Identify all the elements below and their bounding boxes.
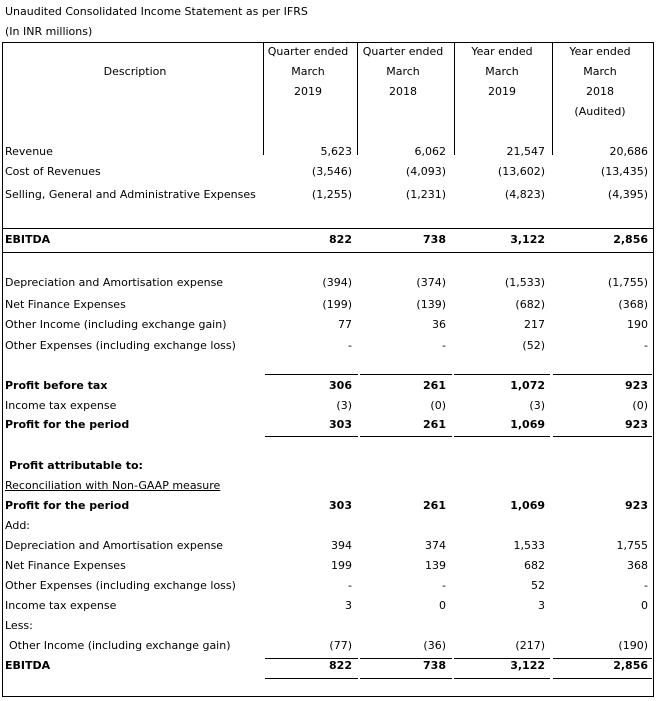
row-rule — [265, 436, 358, 437]
row-label: Profit for the period — [5, 499, 130, 512]
row-value-col3: 21,547 — [506, 145, 545, 158]
row-value-col4: 923 — [625, 418, 648, 431]
header-col2-line3: 2018 — [389, 85, 417, 98]
row-rule — [265, 678, 358, 679]
row-value-col2: (374) — [416, 276, 446, 289]
row-value-col3: 1,069 — [510, 418, 545, 431]
row-value-col1: 306 — [329, 379, 352, 392]
row-value-col1: - — [348, 339, 352, 352]
header-col2-line2: March — [386, 65, 420, 78]
row-value-col2: 6,062 — [414, 145, 446, 158]
row-value-col3: 217 — [524, 318, 545, 331]
row-label: Profit attributable to: — [9, 459, 143, 472]
header-description: Description — [103, 65, 167, 78]
row-value-col2: 261 — [423, 418, 446, 431]
row-value-col3: 1,533 — [513, 539, 545, 552]
row-value-col4: (4,395) — [607, 188, 648, 201]
header-col4-line2: March — [583, 65, 617, 78]
row-value-col2: 374 — [425, 539, 446, 552]
row-value-col4: (190) — [618, 639, 648, 652]
row-value-col1: 3 — [345, 599, 352, 612]
row-label: EBITDA — [5, 233, 51, 246]
row-value-col4: (1,755) — [607, 276, 648, 289]
row-value-col1: 303 — [329, 418, 352, 431]
row-value-col1: (1,255) — [311, 188, 352, 201]
row-value-col3: (217) — [515, 639, 545, 652]
row-value-col4: 368 — [627, 559, 648, 572]
row-value-col1: 77 — [338, 318, 352, 331]
row-value-col2: 738 — [423, 659, 446, 672]
row-value-col4: - — [644, 579, 648, 592]
header-col4-line3: 2018 — [586, 85, 614, 98]
row-value-col1: (394) — [322, 276, 352, 289]
row-value-col2: (0) — [430, 399, 446, 412]
row-value-col2: (36) — [423, 639, 446, 652]
header-col3-line1: Year ended — [471, 45, 533, 58]
row-label: Depreciation and Amortisation expense — [5, 539, 224, 552]
row-value-col1: (3) — [336, 399, 352, 412]
header-col4-line1: Year ended — [569, 45, 631, 58]
row-rule — [360, 678, 452, 679]
row-value-col3: (4,823) — [504, 188, 545, 201]
row-label: Income tax expense — [5, 399, 117, 412]
row-label: Other Expenses (including exchange loss) — [5, 339, 236, 352]
row-value-col4: 1,755 — [616, 539, 648, 552]
row-value-col3: (13,602) — [497, 165, 545, 178]
row-value-col4: 0 — [641, 599, 648, 612]
row-label: Profit for the period — [5, 418, 130, 431]
row-label: Other Income (including exchange gain) — [5, 318, 227, 331]
row-value-col1: (77) — [329, 639, 352, 652]
row-value-col4: (13,435) — [600, 165, 648, 178]
row-rule — [265, 374, 358, 375]
row-value-col1: (3,546) — [311, 165, 352, 178]
row-rule — [454, 678, 550, 679]
header-col1-line1: Quarter ended — [267, 45, 349, 58]
header-col3-line3: 2019 — [488, 85, 516, 98]
header-col2-line1: Quarter ended — [362, 45, 444, 58]
header-col1-line3: 2019 — [294, 85, 322, 98]
row-value-col3: (682) — [515, 298, 545, 311]
header-divider — [263, 42, 264, 155]
row-value-col2: 36 — [432, 318, 446, 331]
row-value-col2: - — [442, 339, 446, 352]
row-label: Income tax expense — [5, 599, 117, 612]
row-value-col4: (0) — [632, 399, 648, 412]
row-value-col3: (3) — [529, 399, 545, 412]
row-label: Other Expenses (including exchange loss) — [5, 579, 236, 592]
row-value-col3: 52 — [531, 579, 545, 592]
statement-title: Unaudited Consolidated Income Statement as per IFRS — [5, 5, 308, 18]
row-value-col1: 394 — [331, 539, 352, 552]
row-value-col2: - — [442, 579, 446, 592]
row-label: Cost of Revenues — [5, 165, 101, 178]
row-label: Add: — [5, 519, 31, 532]
row-value-col3: (1,533) — [504, 276, 545, 289]
row-value-col2: 0 — [439, 599, 446, 612]
row-value-col1: 5,623 — [320, 145, 352, 158]
row-value-col3: 1,072 — [510, 379, 545, 392]
row-value-col1: 303 — [329, 499, 352, 512]
row-value-col3: 3,122 — [510, 233, 545, 246]
row-value-col1: (199) — [322, 298, 352, 311]
row-label: EBITDA — [5, 659, 51, 672]
row-label: Reconciliation with Non-GAAP measure — [5, 479, 221, 492]
row-value-col1: 199 — [331, 559, 352, 572]
row-value-col2: (1,231) — [405, 188, 446, 201]
row-rule — [360, 436, 452, 437]
row-label: Net Finance Expenses — [5, 559, 126, 572]
row-label: Less: — [5, 619, 33, 632]
header-col4-line4: (Audited) — [574, 105, 626, 118]
row-rule — [3, 252, 653, 253]
row-rule — [553, 436, 652, 437]
row-rule — [3, 228, 653, 229]
row-value-col1: 822 — [329, 659, 352, 672]
row-value-col1: - — [348, 579, 352, 592]
row-value-col2: (139) — [416, 298, 446, 311]
row-value-col3: 682 — [524, 559, 545, 572]
row-label: Net Finance Expenses — [5, 298, 126, 311]
row-value-col2: 261 — [423, 379, 446, 392]
row-label: Revenue — [5, 145, 53, 158]
header-col3-line2: March — [485, 65, 519, 78]
header-divider — [552, 42, 553, 155]
row-value-col4: 20,686 — [609, 145, 648, 158]
header-divider — [454, 42, 455, 155]
row-value-col3: 1,069 — [510, 499, 545, 512]
row-value-col3: (52) — [522, 339, 545, 352]
row-value-col3: 3 — [538, 599, 545, 612]
row-value-col2: 139 — [425, 559, 446, 572]
row-value-col4: - — [644, 339, 648, 352]
unit-note: (In INR millions) — [5, 25, 93, 38]
header-col1-line2: March — [291, 65, 325, 78]
row-value-col2: (4,093) — [405, 165, 446, 178]
row-label: Depreciation and Amortisation expense — [5, 276, 224, 289]
row-value-col4: 923 — [625, 499, 648, 512]
row-value-col4: 190 — [627, 318, 648, 331]
row-rule — [454, 436, 550, 437]
header-divider — [357, 42, 358, 155]
row-rule — [553, 374, 652, 375]
row-rule — [454, 374, 550, 375]
row-value-col4: 2,856 — [613, 233, 648, 246]
row-value-col3: 3,122 — [510, 659, 545, 672]
row-rule — [553, 678, 652, 679]
row-value-col1: 822 — [329, 233, 352, 246]
row-value-col4: (368) — [618, 298, 648, 311]
row-rule — [360, 374, 452, 375]
row-label: Other Income (including exchange gain) — [9, 639, 231, 652]
row-value-col2: 261 — [423, 499, 446, 512]
row-value-col2: 738 — [423, 233, 446, 246]
row-label: Selling, General and Administrative Expenses — [5, 188, 256, 201]
row-value-col4: 923 — [625, 379, 648, 392]
row-label: Profit before tax — [5, 379, 108, 392]
row-value-col4: 2,856 — [613, 659, 648, 672]
